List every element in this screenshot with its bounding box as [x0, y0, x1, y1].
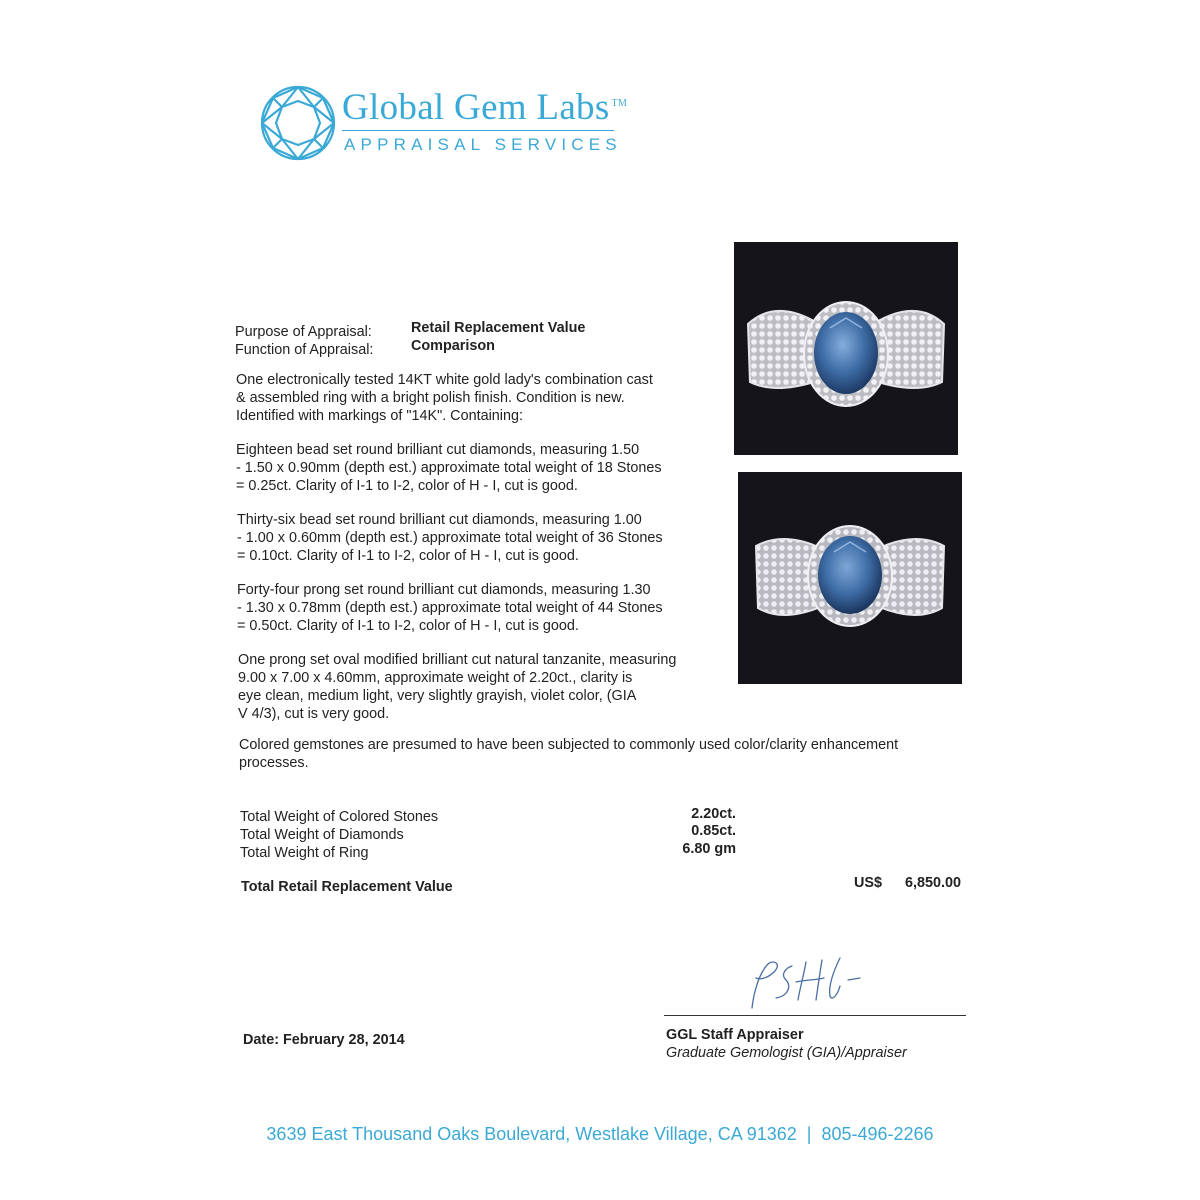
appraiser-credential: Graduate Gemologist (GIA)/Appraiser	[666, 1045, 907, 1061]
function-value: Comparison	[411, 338, 495, 354]
stone-line: = 0.25ct. Clarity of I-1 to I-2, color of H - I, cut is good.	[236, 478, 578, 494]
total-diamonds-value: 0.85ct.	[691, 823, 736, 839]
total-ring-value: 6.80 gm	[682, 841, 736, 857]
stone-line: - 1.50 x 0.90mm (depth est.) approximate total weight of 18 Stones	[236, 460, 662, 476]
currency-label: US$	[854, 875, 882, 891]
diamond-icon	[259, 84, 337, 162]
stone-line: Forty-four prong set round brilliant cut diamonds, measuring 1.30	[237, 582, 651, 598]
ring-photo-angle	[738, 472, 962, 684]
footer-separator: |	[806, 1124, 812, 1144]
stone-line: V 4/3), cut is very good.	[238, 706, 390, 722]
retail-value-amount: 6,850.00	[905, 875, 962, 891]
footer-phone: 805-496-2266	[821, 1124, 934, 1144]
function-label: Function of Appraisal:	[235, 342, 374, 358]
stone-line: Thirty-six bead set round brilliant cut diamonds, measuring 1.00	[237, 512, 642, 528]
stone-line: Eighteen bead set round brilliant cut diamonds, measuring 1.50	[236, 442, 640, 458]
signature-line	[664, 1015, 966, 1016]
note-line: Colored gemstones are presumed to have been subjected to commonly used color/clarity enhancement	[239, 737, 899, 753]
purpose-value: Retail Replacement Value	[411, 320, 586, 336]
description-line: Identified with markings of "14K". Containing:	[236, 408, 523, 424]
stone-group-2	[237, 511, 717, 565]
stone-line: = 0.10ct. Clarity of I-1 to I-2, color of H - I, cut is good.	[237, 548, 579, 564]
enhancement-note	[239, 736, 898, 772]
signature	[730, 950, 870, 1012]
stone-line: One prong set oval modified brilliant cut natural tanzanite, measuring	[238, 652, 677, 668]
footer-address: 3639 East Thousand Oaks Boulevard, Westlake Village, CA 91362	[266, 1124, 797, 1144]
total-colored-label: Total Weight of Colored Stones	[240, 809, 439, 825]
retail-value-label: Total Retail Replacement Value	[241, 879, 453, 895]
stone-line: eye clean, medium light, very slightly grayish, violet color, (GIA	[238, 688, 637, 704]
stone-line: 9.00 x 7.00 x 4.60mm, approximate weight of 2.20ct., clarity is	[238, 670, 633, 686]
brand-name: Global Gem Labs ™	[342, 87, 628, 128]
appraisal-date: Date: February 28, 2014	[243, 1032, 405, 1048]
note-line: processes.	[239, 755, 309, 771]
trademark-mark: TM	[611, 97, 628, 109]
appraiser-title: GGL Staff Appraiser	[666, 1027, 804, 1043]
logo-divider	[342, 130, 614, 131]
stone-line: = 0.50ct. Clarity of I-1 to I-2, color of H - I, cut is good.	[237, 618, 579, 634]
stone-group-3	[237, 581, 717, 635]
brand-subtitle: APPRAISAL SERVICES	[344, 135, 622, 154]
description-line: One electronically tested 14KT white gold lady's combination cast	[236, 372, 653, 388]
total-ring-label: Total Weight of Ring	[240, 845, 369, 861]
ring-photo-front	[734, 242, 958, 455]
stone-line: - 1.30 x 0.78mm (depth est.) approximate total weight of 44 Stones	[237, 600, 663, 616]
purpose-label: Purpose of Appraisal:	[235, 324, 372, 340]
total-colored-value: 2.20ct.	[691, 806, 736, 822]
stone-group-1	[236, 441, 716, 495]
footer-contact	[0, 1124, 1200, 1145]
stone-line: - 1.00 x 0.60mm (depth est.) approximate total weight of 36 Stones	[237, 530, 663, 546]
total-diamonds-label: Total Weight of Diamonds	[240, 827, 404, 843]
stone-group-4	[238, 651, 718, 723]
description-line: & assembled ring with a bright polish finish. Condition is new.	[236, 390, 625, 406]
item-description	[236, 371, 716, 425]
